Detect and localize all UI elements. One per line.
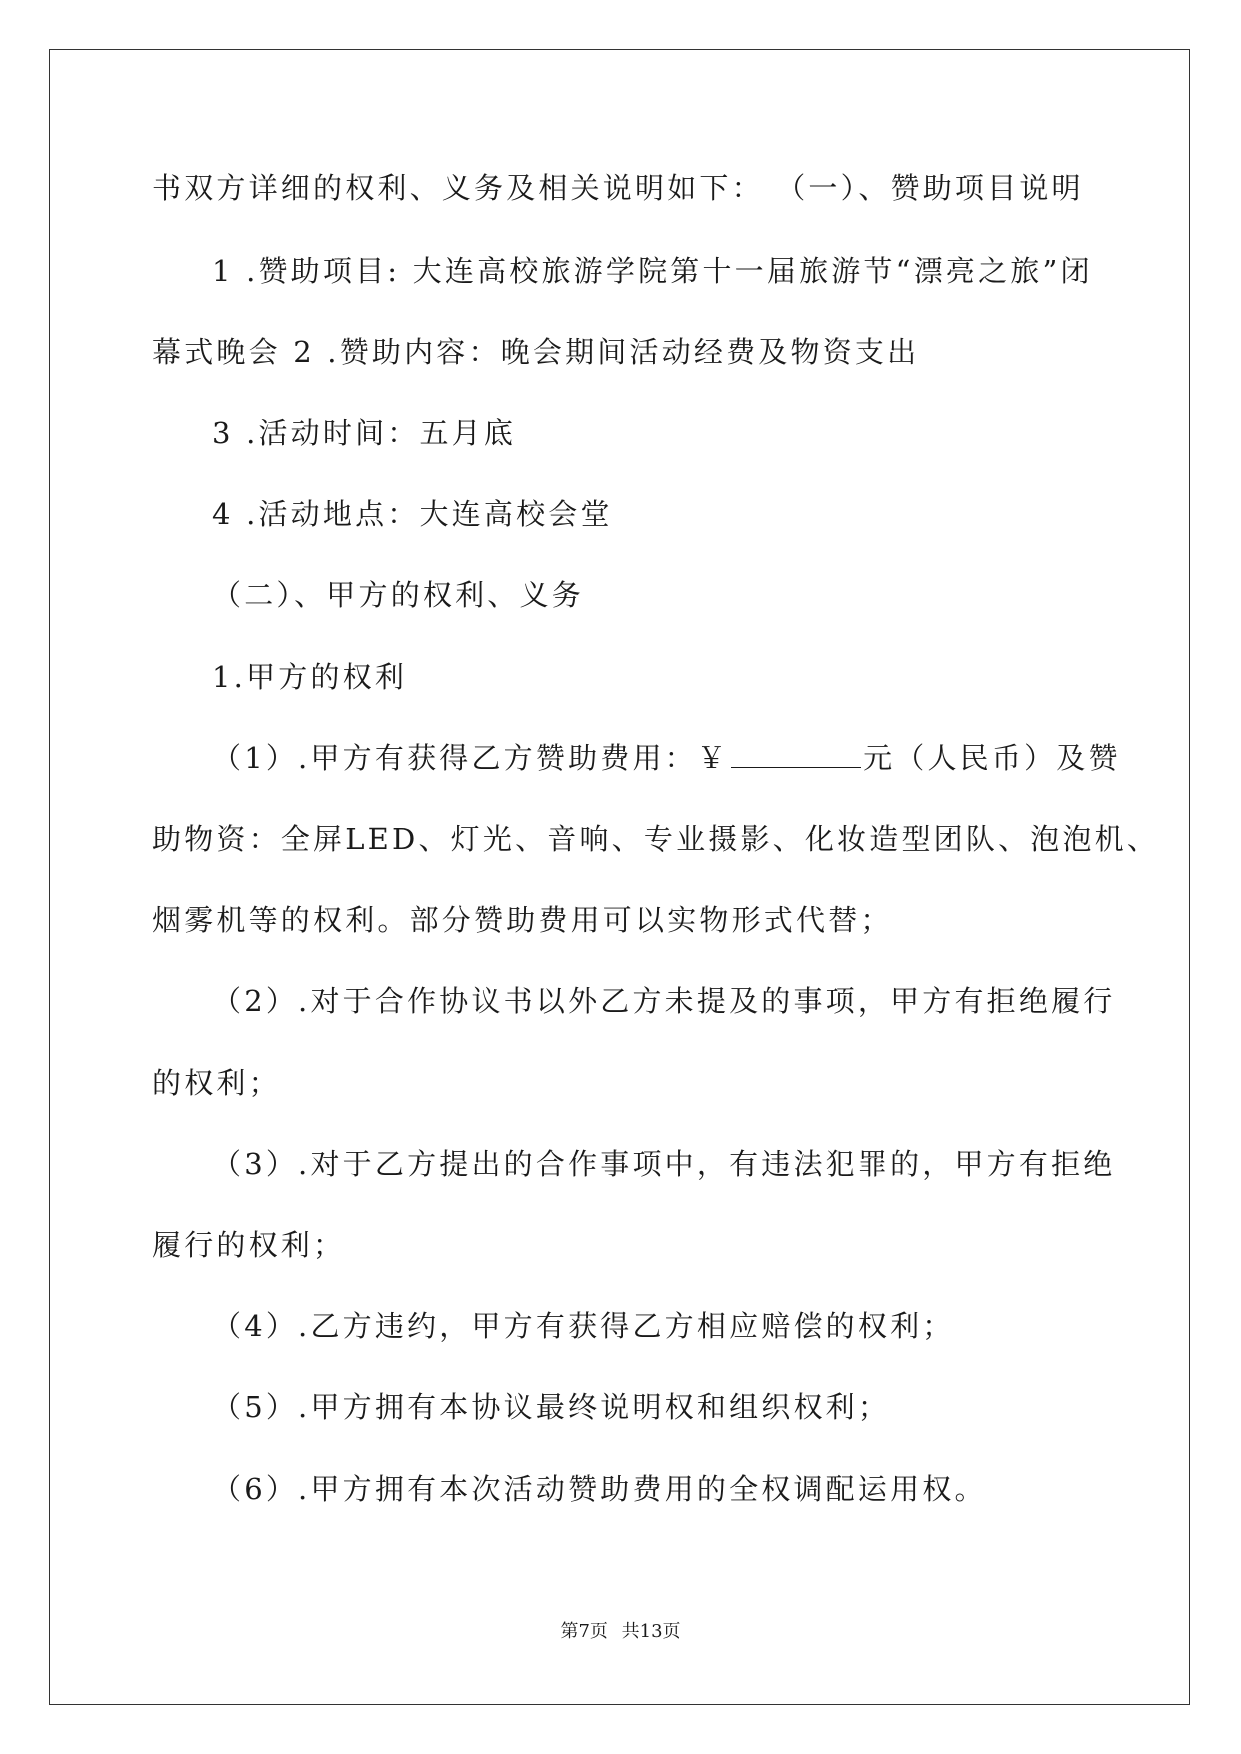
paragraph-line-1: 书双方详细的权利、义务及相关说明如下： （一）、赞助项目说明 <box>152 171 1084 205</box>
paragraph-line-10: 烟雾机等的权利。部分赞助费用可以实物形式代替； <box>152 903 893 937</box>
amount-blank-field <box>731 741 861 768</box>
paragraph-line-2: 1 .赞助项目: 大连高校旅游学院第十一届旅游节“漂亮之旅”闭 <box>212 254 1093 288</box>
paragraph-line-14: 履行的权利； <box>152 1228 346 1262</box>
paragraph-line-15: （4）.乙方违约，甲方有获得乙方相应赔偿的权利； <box>212 1309 955 1343</box>
clause-1-start: （1）.甲方有获得乙方赞助费用：￥ <box>212 741 730 775</box>
paragraph-line-5: 4 .活动地点：大连高校会堂 <box>212 497 613 531</box>
section-heading-2: （二）、甲方的权利、义务 <box>212 578 584 612</box>
paragraph-line-3: 幕式晚会 2 .赞助内容：晚会期间活动经费及物资支出 <box>152 335 920 369</box>
subsection-heading: 1.甲方的权利 <box>212 660 408 694</box>
page-border <box>49 49 1190 1705</box>
paragraph-line-4: 3 .活动时间：五月底 <box>212 416 517 450</box>
paragraph-line-12: 的权利； <box>152 1066 281 1100</box>
clause-1-end: 元（人民币）及赞 <box>863 741 1121 775</box>
paragraph-line-17: （6）.甲方拥有本次活动赞助费用的全权调配运用权。 <box>212 1472 987 1506</box>
paragraph-line-9: 助物资：全屏LED、灯光、音响、专业摄影、化妆造型团队、泡泡机、 <box>152 822 1160 856</box>
paragraph-line-13: （3）.对于乙方提出的合作事项中，有违法犯罪的，甲方有拒绝 <box>212 1147 1116 1181</box>
page-footer <box>0 1620 1241 1644</box>
paragraph-line-11: （2）.对于合作协议书以外乙方未提及的事项，甲方有拒绝履行 <box>212 984 1116 1018</box>
page-total: 共13页 <box>621 1621 681 1642</box>
page-number: 第7页 <box>560 1621 608 1642</box>
paragraph-line-8 <box>212 738 1121 778</box>
paragraph-line-16: （5）.甲方拥有本协议最终说明权和组织权利； <box>212 1390 891 1424</box>
